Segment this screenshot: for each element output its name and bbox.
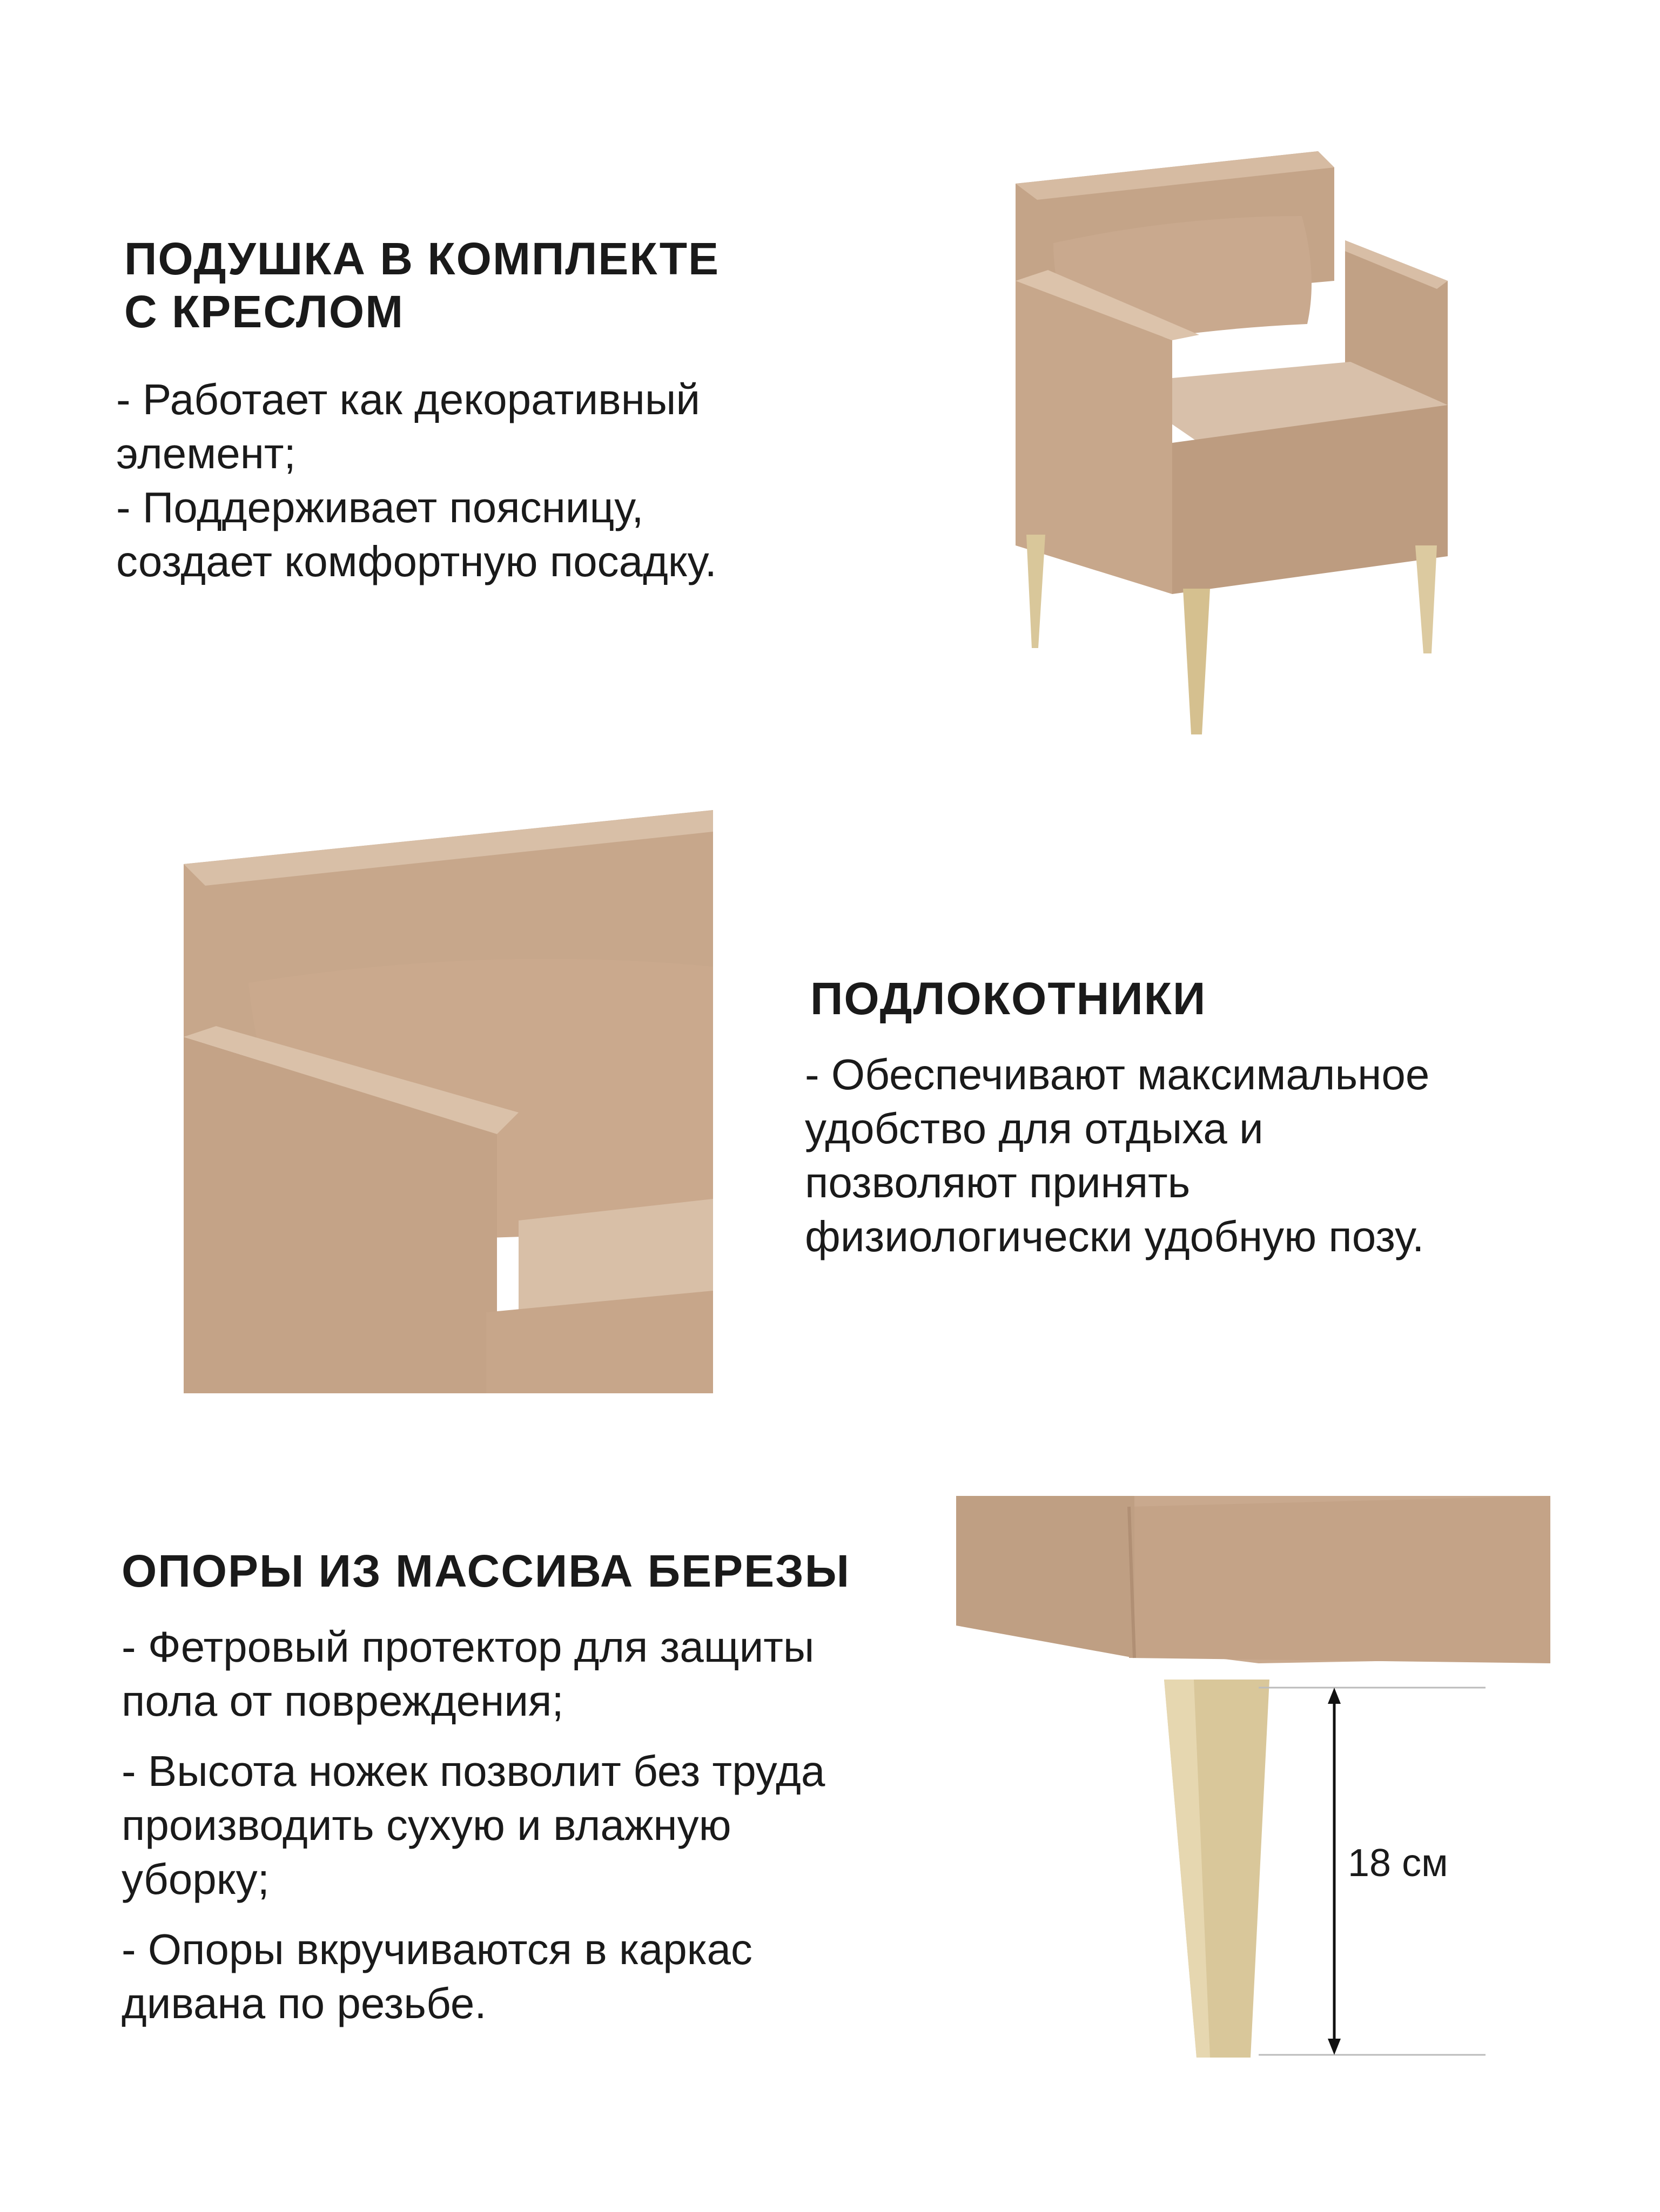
legs-text-line-3: - Высота ножек позволит без труда bbox=[122, 1747, 825, 1795]
pillow-text-line-1: - Работает как декоративный bbox=[116, 375, 701, 423]
section-legs-heading: ОПОРЫ ИЗ МАССИВА БЕРЕЗЫ bbox=[122, 1546, 851, 1596]
armrest-closeup-photo bbox=[184, 810, 713, 1393]
section-pillow-heading-line2: С КРЕСЛОМ bbox=[124, 286, 405, 337]
leg-closeup-photo bbox=[956, 1496, 1550, 2106]
legs-text-line-6: - Опоры вкручиваются в каркас bbox=[122, 1925, 752, 1973]
armrests-text-line-1: - Обеспечивают максимальное bbox=[805, 1050, 1430, 1098]
pillow-text-line-4: создает комфортную посадку. bbox=[116, 537, 717, 585]
pillow-text-line-2: элемент; bbox=[116, 429, 296, 477]
section-pillow bbox=[124, 232, 935, 338]
armrests-text-line-4: физиологически удобную позу. bbox=[805, 1212, 1424, 1260]
section-legs-text bbox=[122, 1620, 964, 2031]
armchair-photo bbox=[972, 135, 1567, 756]
armrests-text-line-3: позволяют принять bbox=[805, 1158, 1191, 1206]
legs-text-line-4: производить сухую и влажную bbox=[122, 1801, 731, 1849]
legs-text-line-7: дивана по резьбе. bbox=[122, 1979, 487, 2027]
leg-height-label: 18 см bbox=[1348, 1842, 1448, 1885]
legs-text-line-5: уборку; bbox=[122, 1855, 270, 1903]
legs-text-line-2: пола от повреждения; bbox=[122, 1677, 564, 1725]
pillow-text-line-3: - Поддерживает поясницу, bbox=[116, 483, 644, 531]
section-armrests-heading: ПОДЛОКОТНИКИ bbox=[810, 973, 1207, 1024]
section-armrests bbox=[810, 972, 1621, 1025]
section-legs bbox=[122, 1545, 932, 1597]
section-pillow-text bbox=[116, 373, 980, 589]
section-armrests-text bbox=[805, 1048, 1648, 1264]
legs-text-line-1: - Фетровый протектор для защиты bbox=[122, 1623, 815, 1671]
section-pillow-heading-line1: ПОДУШКА В КОМПЛЕКТЕ bbox=[124, 233, 720, 284]
armrests-text-line-2: удобство для отдыха и bbox=[805, 1104, 1264, 1152]
